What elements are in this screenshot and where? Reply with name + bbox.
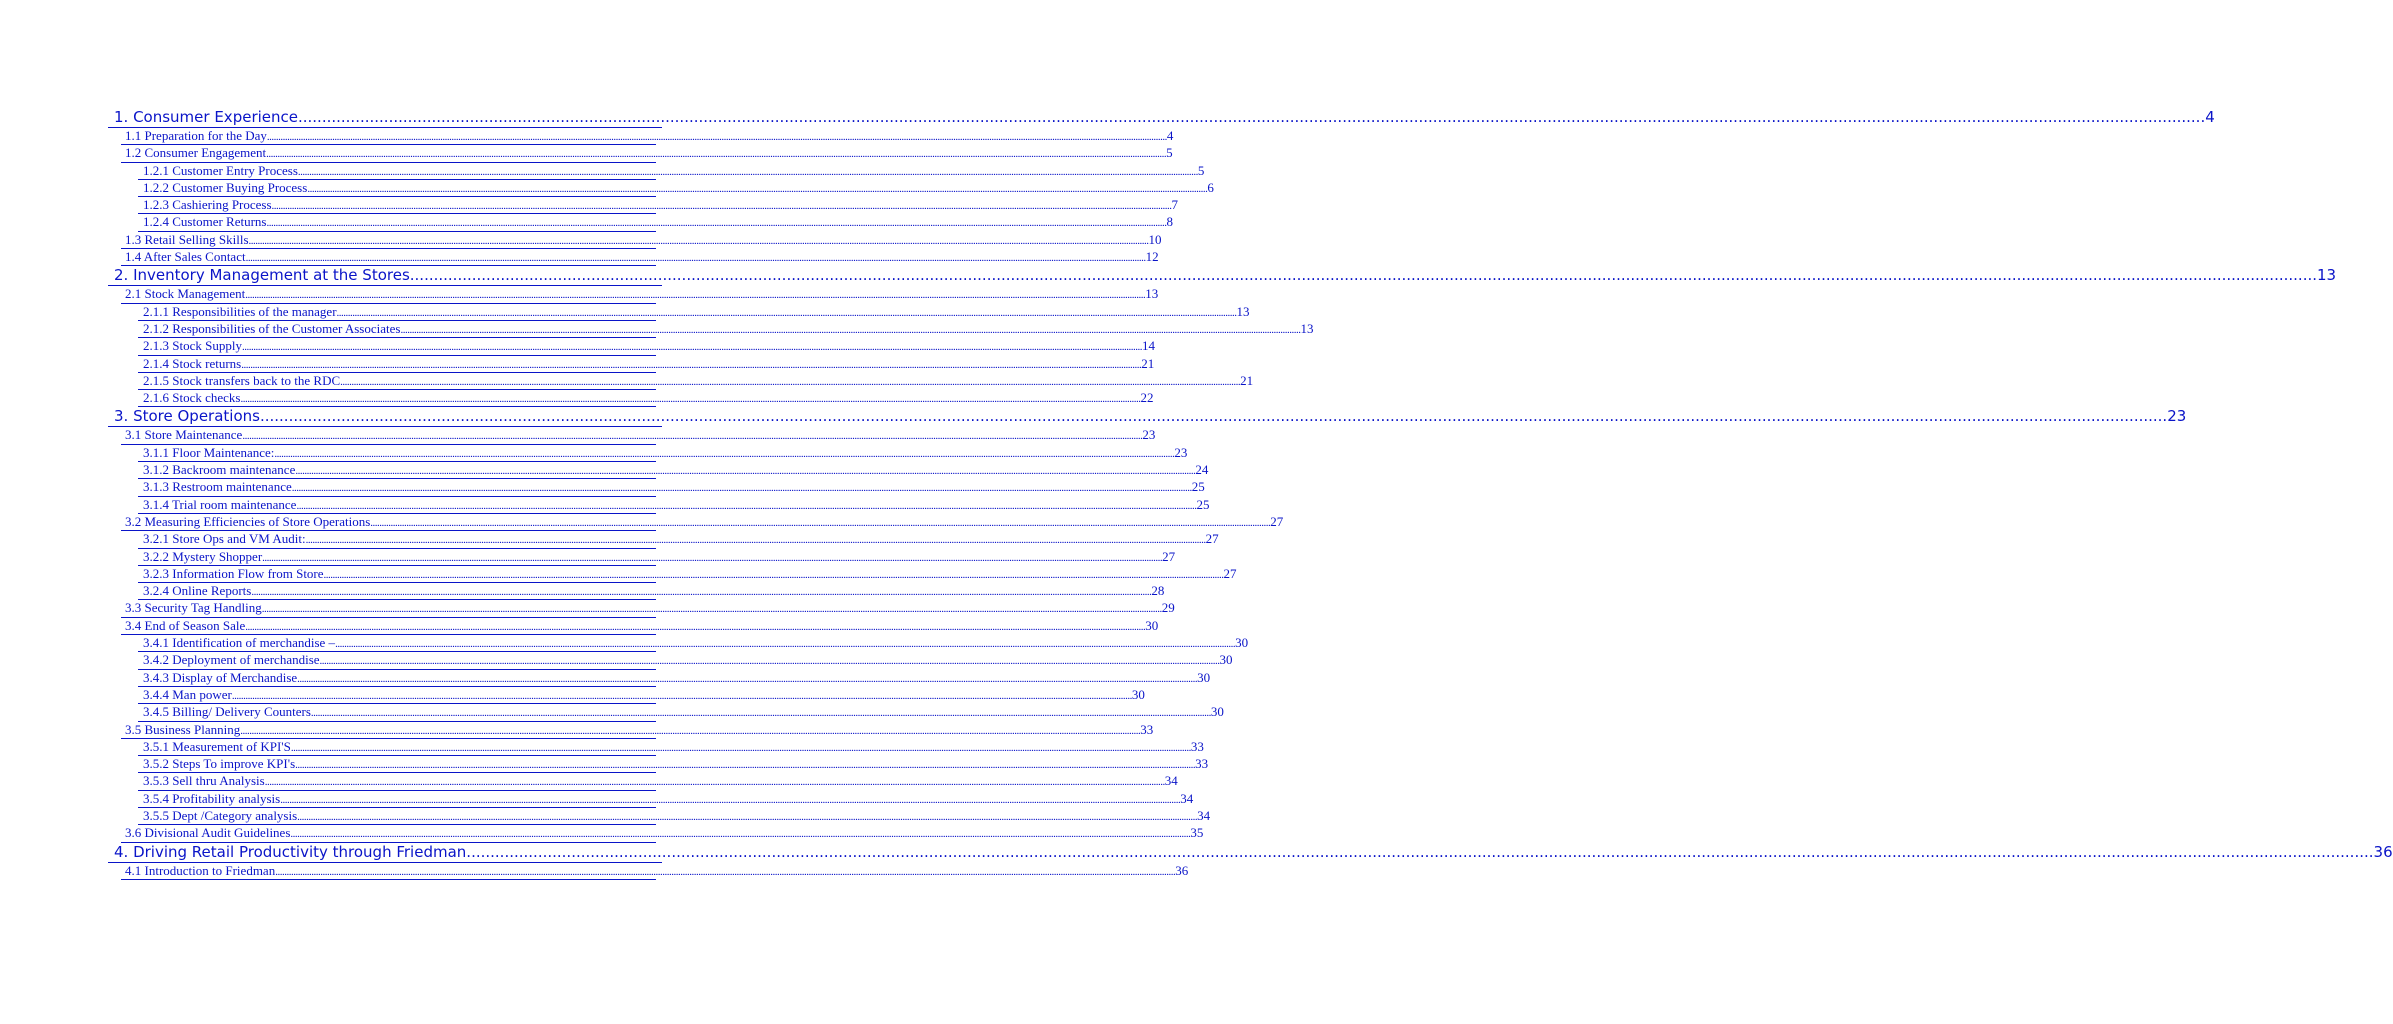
toc-entry-level-3[interactable] bbox=[138, 355, 1155, 373]
toc-dot-leader: ................................................................................................................................................................................................................................................................................................................................................................................................................ bbox=[241, 341, 1142, 354]
toc-entry-page-number: 10 bbox=[1148, 231, 1162, 247]
toc-entry-page-number: 21 bbox=[1141, 355, 1155, 371]
toc-dot-leader: ................................................................................................................................................................................................................................................................................................................................................................................................................ bbox=[297, 672, 1198, 685]
toc-entry-label: 3.5 Business Planning bbox=[125, 721, 241, 737]
toc-entry-page-number: 8 bbox=[1166, 214, 1173, 230]
toc-entry-level-1[interactable] bbox=[108, 266, 2337, 286]
toc-entry-label: 3.5.2 Steps To improve KPI's bbox=[143, 756, 296, 772]
toc-dot-leader: ................................................................................................................................................................................................................................................................................................................................................................................................................ bbox=[297, 810, 1198, 823]
toc-entry-level-3[interactable] bbox=[138, 214, 1173, 231]
toc-entry-page-number: 12 bbox=[1145, 249, 1159, 265]
toc-entry-level-3[interactable] bbox=[138, 790, 1194, 808]
toc-entry-level-3[interactable] bbox=[138, 479, 1205, 496]
toc-entry-label: 3.4 End of Season Sale bbox=[125, 617, 246, 633]
toc-entry-label: 3.4.5 Billing/ Delivery Counters bbox=[143, 704, 311, 720]
toc-entry-label: 4. Driving Retail Productivity through Friedman bbox=[114, 842, 467, 861]
toc-entry-label: 2.1.3 Stock Supply bbox=[143, 338, 242, 354]
toc-dot-leader: ................................................................................................................................................................................................................................................................................................................................................................................................................ bbox=[466, 842, 2374, 861]
toc-entry-page-number: 23 bbox=[2167, 407, 2187, 426]
toc-entry-label: 3. Store Operations bbox=[114, 407, 260, 426]
toc-entry-level-2[interactable] bbox=[121, 249, 1159, 266]
toc-entry-page-number: 33 bbox=[1195, 756, 1209, 772]
toc-dot-leader: ................................................................................................................................................................................................................................................................................................................................................................................................................ bbox=[261, 603, 1162, 616]
toc-entry-level-3[interactable] bbox=[138, 756, 1209, 773]
toc-entry-level-3[interactable] bbox=[138, 652, 1233, 669]
toc-entry-page-number: 27 bbox=[1223, 565, 1237, 581]
toc-entry-label: 3.2.2 Mystery Shopper bbox=[143, 548, 263, 564]
toc-entry-page-number: 14 bbox=[1141, 338, 1155, 354]
toc-entry-label: 3.2.1 Store Ops and VM Audit: bbox=[143, 531, 306, 547]
toc-entry-level-3[interactable] bbox=[138, 338, 1155, 355]
toc-entry-page-number: 34 bbox=[1197, 807, 1211, 823]
toc-entry-level-3[interactable] bbox=[138, 583, 1165, 600]
toc-dot-leader: ................................................................................................................................................................................................................................................................................................................................................................................................................ bbox=[310, 707, 1211, 720]
toc-dot-leader: ................................................................................................................................................................................................................................................................................................................................................................................................................ bbox=[297, 165, 1198, 178]
toc-dot-leader: ................................................................................................................................................................................................................................................................................................................................................................................................................ bbox=[240, 393, 1141, 406]
toc-entry-page-number: 30 bbox=[1235, 635, 1249, 651]
toc-entry-label: 1.3 Retail Selling Skills bbox=[125, 231, 249, 247]
toc-entry-page-number: 13 bbox=[2317, 266, 2337, 285]
toc-entry-page-number: 29 bbox=[1161, 600, 1175, 616]
toc-entry-level-3[interactable] bbox=[138, 372, 1254, 390]
toc-dot-leader: ................................................................................................................................................................................................................................................................................................................................................................................................................ bbox=[409, 266, 2317, 285]
toc-entry-label: 2.1.4 Stock returns bbox=[143, 355, 242, 371]
toc-entry-level-3[interactable] bbox=[138, 197, 1179, 214]
toc-entry-page-number: 22 bbox=[1140, 390, 1154, 406]
toc-entry-level-3[interactable] bbox=[138, 669, 1211, 687]
toc-dot-leader: ................................................................................................................................................................................................................................................................................................................................................................................................................ bbox=[241, 358, 1142, 371]
toc-entry-page-number: 30 bbox=[1197, 669, 1211, 685]
toc-entry-page-number: 33 bbox=[1190, 738, 1204, 754]
toc-entry-page-number: 13 bbox=[1236, 303, 1250, 319]
toc-entry-page-number: 25 bbox=[1191, 479, 1205, 495]
toc-entry-label: 1. Consumer Experience bbox=[114, 108, 298, 126]
toc-entry-label: 3.1.1 Floor Maintenance: bbox=[143, 444, 275, 460]
toc-entry-page-number: 4 bbox=[1166, 128, 1174, 143]
toc-dot-leader: ................................................................................................................................................................................................................................................................................................................................................................................................................ bbox=[242, 430, 1143, 443]
toc-entry-level-2[interactable] bbox=[121, 231, 1162, 249]
toc-entry-page-number: 25 bbox=[1196, 496, 1210, 512]
toc-entry-level-2[interactable] bbox=[121, 427, 1156, 444]
toc-entry-page-number: 24 bbox=[1195, 462, 1209, 478]
toc-entry-label: 1.2.4 Customer Returns bbox=[143, 214, 267, 230]
toc-dot-leader: ................................................................................................................................................................................................................................................................................................................................................................................................................ bbox=[262, 551, 1163, 564]
toc-entry-label: 2.1.6 Stock checks bbox=[143, 390, 241, 406]
toc-dot-leader: ................................................................................................................................................................................................................................................................................................................................................................................................................ bbox=[264, 776, 1165, 789]
toc-entry-label: 3.4.4 Man power bbox=[143, 686, 232, 702]
toc-entry-page-number: 34 bbox=[1164, 773, 1178, 789]
toc-dot-leader: ................................................................................................................................................................................................................................................................................................................................................................................................................ bbox=[266, 217, 1167, 230]
toc-entry-level-3[interactable] bbox=[138, 635, 1249, 652]
toc-entry-label: 3.5.5 Dept /Category analysis bbox=[143, 807, 298, 823]
toc-entry-page-number: 30 bbox=[1131, 686, 1145, 702]
toc-entry-level-3[interactable] bbox=[138, 738, 1204, 756]
toc-entry-level-3[interactable] bbox=[138, 303, 1250, 321]
toc-dot-leader: ................................................................................................................................................................................................................................................................................................................................................................................................................ bbox=[280, 793, 1181, 806]
toc-entry-level-2[interactable] bbox=[121, 145, 1173, 162]
toc-entry-page-number: 23 bbox=[1174, 444, 1188, 460]
toc-entry-level-2[interactable] bbox=[121, 600, 1175, 617]
toc-entry-page-number: 5 bbox=[1166, 145, 1173, 161]
toc-entry-level-3[interactable] bbox=[138, 320, 1314, 338]
toc-dot-leader: ................................................................................................................................................................................................................................................................................................................................................................................................................ bbox=[307, 182, 1208, 195]
toc-entry-page-number: 30 bbox=[1145, 617, 1159, 633]
toc-entry-page-number: 5 bbox=[1197, 162, 1205, 178]
toc-entry-page-number: 7 bbox=[1171, 197, 1179, 213]
toc-dot-leader: ................................................................................................................................................................................................................................................................................................................................................................................................................ bbox=[295, 465, 1196, 478]
toc-entry-level-2[interactable] bbox=[121, 825, 1204, 842]
toc-entry-level-3[interactable] bbox=[138, 548, 1176, 566]
toc-dot-leader: ................................................................................................................................................................................................................................................................................................................................................................................................................ bbox=[340, 375, 1241, 388]
toc-entry-level-1[interactable] bbox=[108, 407, 2187, 427]
toc-dot-leader: ................................................................................................................................................................................................................................................................................................................................................................................................................ bbox=[290, 741, 1191, 754]
toc-entry-label: 3.5.1 Measurement of KPI'S bbox=[143, 738, 291, 754]
toc-entry-label: 3.1.4 Trial room maintenance bbox=[143, 496, 297, 512]
toc-dot-leader: ................................................................................................................................................................................................................................................................................................................................................................................................................ bbox=[323, 568, 1224, 581]
toc-entry-label: 3.6 Divisional Audit Guidelines bbox=[125, 825, 291, 841]
table-of-contents bbox=[0, 108, 2393, 880]
toc-entry-level-1[interactable] bbox=[108, 108, 2215, 128]
toc-entry-label: 3.4.2 Deployment of merchandise bbox=[143, 652, 320, 668]
toc-entry-label: 2.1 Stock Management bbox=[125, 286, 246, 302]
toc-entry-label: 1.2 Consumer Engagement bbox=[125, 145, 267, 161]
toc-entry-level-3[interactable] bbox=[138, 444, 1188, 462]
toc-dot-leader: ................................................................................................................................................................................................................................................................................................................................................................................................................ bbox=[290, 828, 1191, 841]
toc-entry-label: 3.4.1 Identification of merchandise – bbox=[143, 635, 336, 651]
toc-entry-page-number: 4 bbox=[2205, 108, 2215, 126]
toc-entry-label: 3.3 Security Tag Handling bbox=[125, 600, 262, 616]
toc-entry-level-1[interactable] bbox=[108, 842, 2393, 863]
toc-entry-label: 3.1 Store Maintenance bbox=[125, 427, 243, 443]
toc-entry-page-number: 23 bbox=[1142, 427, 1156, 443]
toc-entry-level-3[interactable] bbox=[138, 531, 1219, 548]
toc-entry-page-number: 27 bbox=[1270, 513, 1284, 529]
toc-entry-label: 2.1.2 Responsibilities of the Customer Associates bbox=[143, 320, 401, 336]
toc-entry-label: 2. Inventory Management at the Stores bbox=[114, 266, 410, 285]
toc-entry-page-number: 34 bbox=[1180, 790, 1194, 806]
toc-entry-label: 1.4 After Sales Contact bbox=[125, 249, 246, 265]
toc-entry-page-number: 36 bbox=[2373, 842, 2393, 861]
toc-entry-level-3[interactable] bbox=[138, 565, 1237, 583]
toc-dot-leader: ................................................................................................................................................................................................................................................................................................................................................................................................................ bbox=[245, 252, 1146, 265]
toc-entry-page-number: 30 bbox=[1210, 704, 1224, 720]
toc-entry-level-2[interactable] bbox=[121, 721, 1154, 739]
toc-entry-label: 3.2.4 Online Reports bbox=[143, 583, 252, 599]
toc-entry-label: 3.2.3 Information Flow from Store bbox=[143, 565, 324, 581]
toc-entry-label: 3.5.4 Profitability analysis bbox=[143, 790, 281, 806]
toc-dot-leader: ................................................................................................................................................................................................................................................................................................................................................................................................................ bbox=[245, 289, 1146, 302]
toc-entry-label: 3.5.3 Sell thru Analysis bbox=[143, 773, 265, 789]
toc-entry-page-number: 33 bbox=[1140, 721, 1154, 737]
toc-entry-page-number: 36 bbox=[1175, 862, 1189, 878]
toc-entry-label: 4.1 Introduction to Friedman bbox=[125, 862, 276, 878]
toc-entry-label: 2.1.5 Stock transfers back to the RDC bbox=[143, 372, 341, 388]
toc-entry-label: 3.1.2 Backroom maintenance bbox=[143, 462, 296, 478]
toc-dot-leader: ................................................................................................................................................................................................................................................................................................................................................................................................................ bbox=[400, 323, 1301, 336]
toc-dot-leader: ................................................................................................................................................................................................................................................................................................................................................................................................................ bbox=[251, 586, 1152, 599]
toc-dot-leader: ................................................................................................................................................................................................................................................................................................................................................................................................................ bbox=[271, 200, 1172, 213]
toc-dot-leader: ................................................................................................................................................................................................................................................................................................................................................................................................................ bbox=[296, 499, 1197, 512]
toc-entry-page-number: 6 bbox=[1207, 179, 1214, 195]
toc-entry-label: 1.1 Preparation for the Day bbox=[125, 128, 267, 143]
toc-entry-level-3[interactable] bbox=[138, 496, 1210, 514]
toc-entry-level-3[interactable] bbox=[138, 773, 1178, 790]
toc-dot-leader: ................................................................................................................................................................................................................................................................................................................................................................................................................ bbox=[248, 234, 1149, 247]
toc-dot-leader: ................................................................................................................................................................................................................................................................................................................................................................................................................ bbox=[266, 131, 1167, 143]
toc-dot-leader: ................................................................................................................................................................................................................................................................................................................................................................................................................ bbox=[297, 108, 2206, 126]
toc-dot-leader: ................................................................................................................................................................................................................................................................................................................................................................................................................ bbox=[370, 516, 1271, 529]
toc-dot-leader: ................................................................................................................................................................................................................................................................................................................................................................................................................ bbox=[231, 689, 1132, 702]
toc-entry-page-number: 27 bbox=[1205, 531, 1219, 547]
toc-entry-level-2[interactable] bbox=[121, 617, 1159, 635]
toc-entry-page-number: 13 bbox=[1300, 320, 1314, 336]
toc-entry-level-3[interactable] bbox=[138, 162, 1205, 180]
toc-dot-leader: ................................................................................................................................................................................................................................................................................................................................................................................................................ bbox=[305, 534, 1206, 547]
toc-dot-leader: ................................................................................................................................................................................................................................................................................................................................................................................................................ bbox=[275, 865, 1176, 878]
toc-dot-leader: ................................................................................................................................................................................................................................................................................................................................................................................................................ bbox=[245, 620, 1146, 633]
toc-entry-label: 1.2.3 Cashiering Process bbox=[143, 197, 272, 213]
toc-entry-label: 3.1.3 Restroom maintenance bbox=[143, 479, 292, 495]
toc-entry-level-2[interactable] bbox=[121, 513, 1284, 531]
toc-dot-leader: ................................................................................................................................................................................................................................................................................................................................................................................................................ bbox=[336, 306, 1237, 319]
toc-entry-page-number: 35 bbox=[1190, 825, 1204, 841]
toc-entry-page-number: 21 bbox=[1240, 372, 1254, 388]
toc-dot-leader: ................................................................................................................................................................................................................................................................................................................................................................................................................ bbox=[291, 482, 1192, 495]
toc-entry-level-3[interactable] bbox=[138, 686, 1145, 704]
toc-entry-level-2[interactable] bbox=[121, 128, 1174, 145]
toc-entry-label: 1.2.2 Customer Buying Process bbox=[143, 179, 308, 195]
toc-dot-leader: ................................................................................................................................................................................................................................................................................................................................................................................................................ bbox=[274, 447, 1175, 460]
toc-dot-leader: ................................................................................................................................................................................................................................................................................................................................................................................................................ bbox=[259, 407, 2168, 426]
toc-entry-level-2[interactable] bbox=[121, 862, 1189, 880]
toc-entry-label: 3.2 Measuring Efficiencies of Store Operations bbox=[125, 513, 371, 529]
toc-entry-level-2[interactable] bbox=[121, 286, 1159, 303]
toc-entry-level-3[interactable] bbox=[138, 179, 1214, 197]
toc-entry-page-number: 13 bbox=[1145, 286, 1159, 302]
toc-dot-leader: ................................................................................................................................................................................................................................................................................................................................................................................................................ bbox=[335, 638, 1236, 651]
toc-dot-leader: ................................................................................................................................................................................................................................................................................................................................................................................................................ bbox=[295, 759, 1196, 772]
toc-entry-level-3[interactable] bbox=[138, 807, 1211, 825]
toc-entry-page-number: 30 bbox=[1219, 652, 1233, 668]
toc-entry-label: 3.4.3 Display of Merchandise bbox=[143, 669, 298, 685]
toc-entry-page-number: 27 bbox=[1162, 548, 1176, 564]
toc-dot-leader: ................................................................................................................................................................................................................................................................................................................................................................................................................ bbox=[319, 655, 1220, 668]
toc-entry-level-3[interactable] bbox=[138, 462, 1209, 479]
toc-entry-label: 2.1.1 Responsibilities of the manager bbox=[143, 303, 337, 319]
toc-dot-leader: ................................................................................................................................................................................................................................................................................................................................................................................................................ bbox=[240, 724, 1141, 737]
toc-entry-level-3[interactable] bbox=[138, 704, 1224, 721]
toc-dot-leader: ................................................................................................................................................................................................................................................................................................................................................................................................................ bbox=[266, 148, 1167, 161]
toc-entry-level-3[interactable] bbox=[138, 390, 1154, 407]
toc-entry-page-number: 28 bbox=[1151, 583, 1165, 599]
toc-entry-label: 1.2.1 Customer Entry Process bbox=[143, 162, 298, 178]
